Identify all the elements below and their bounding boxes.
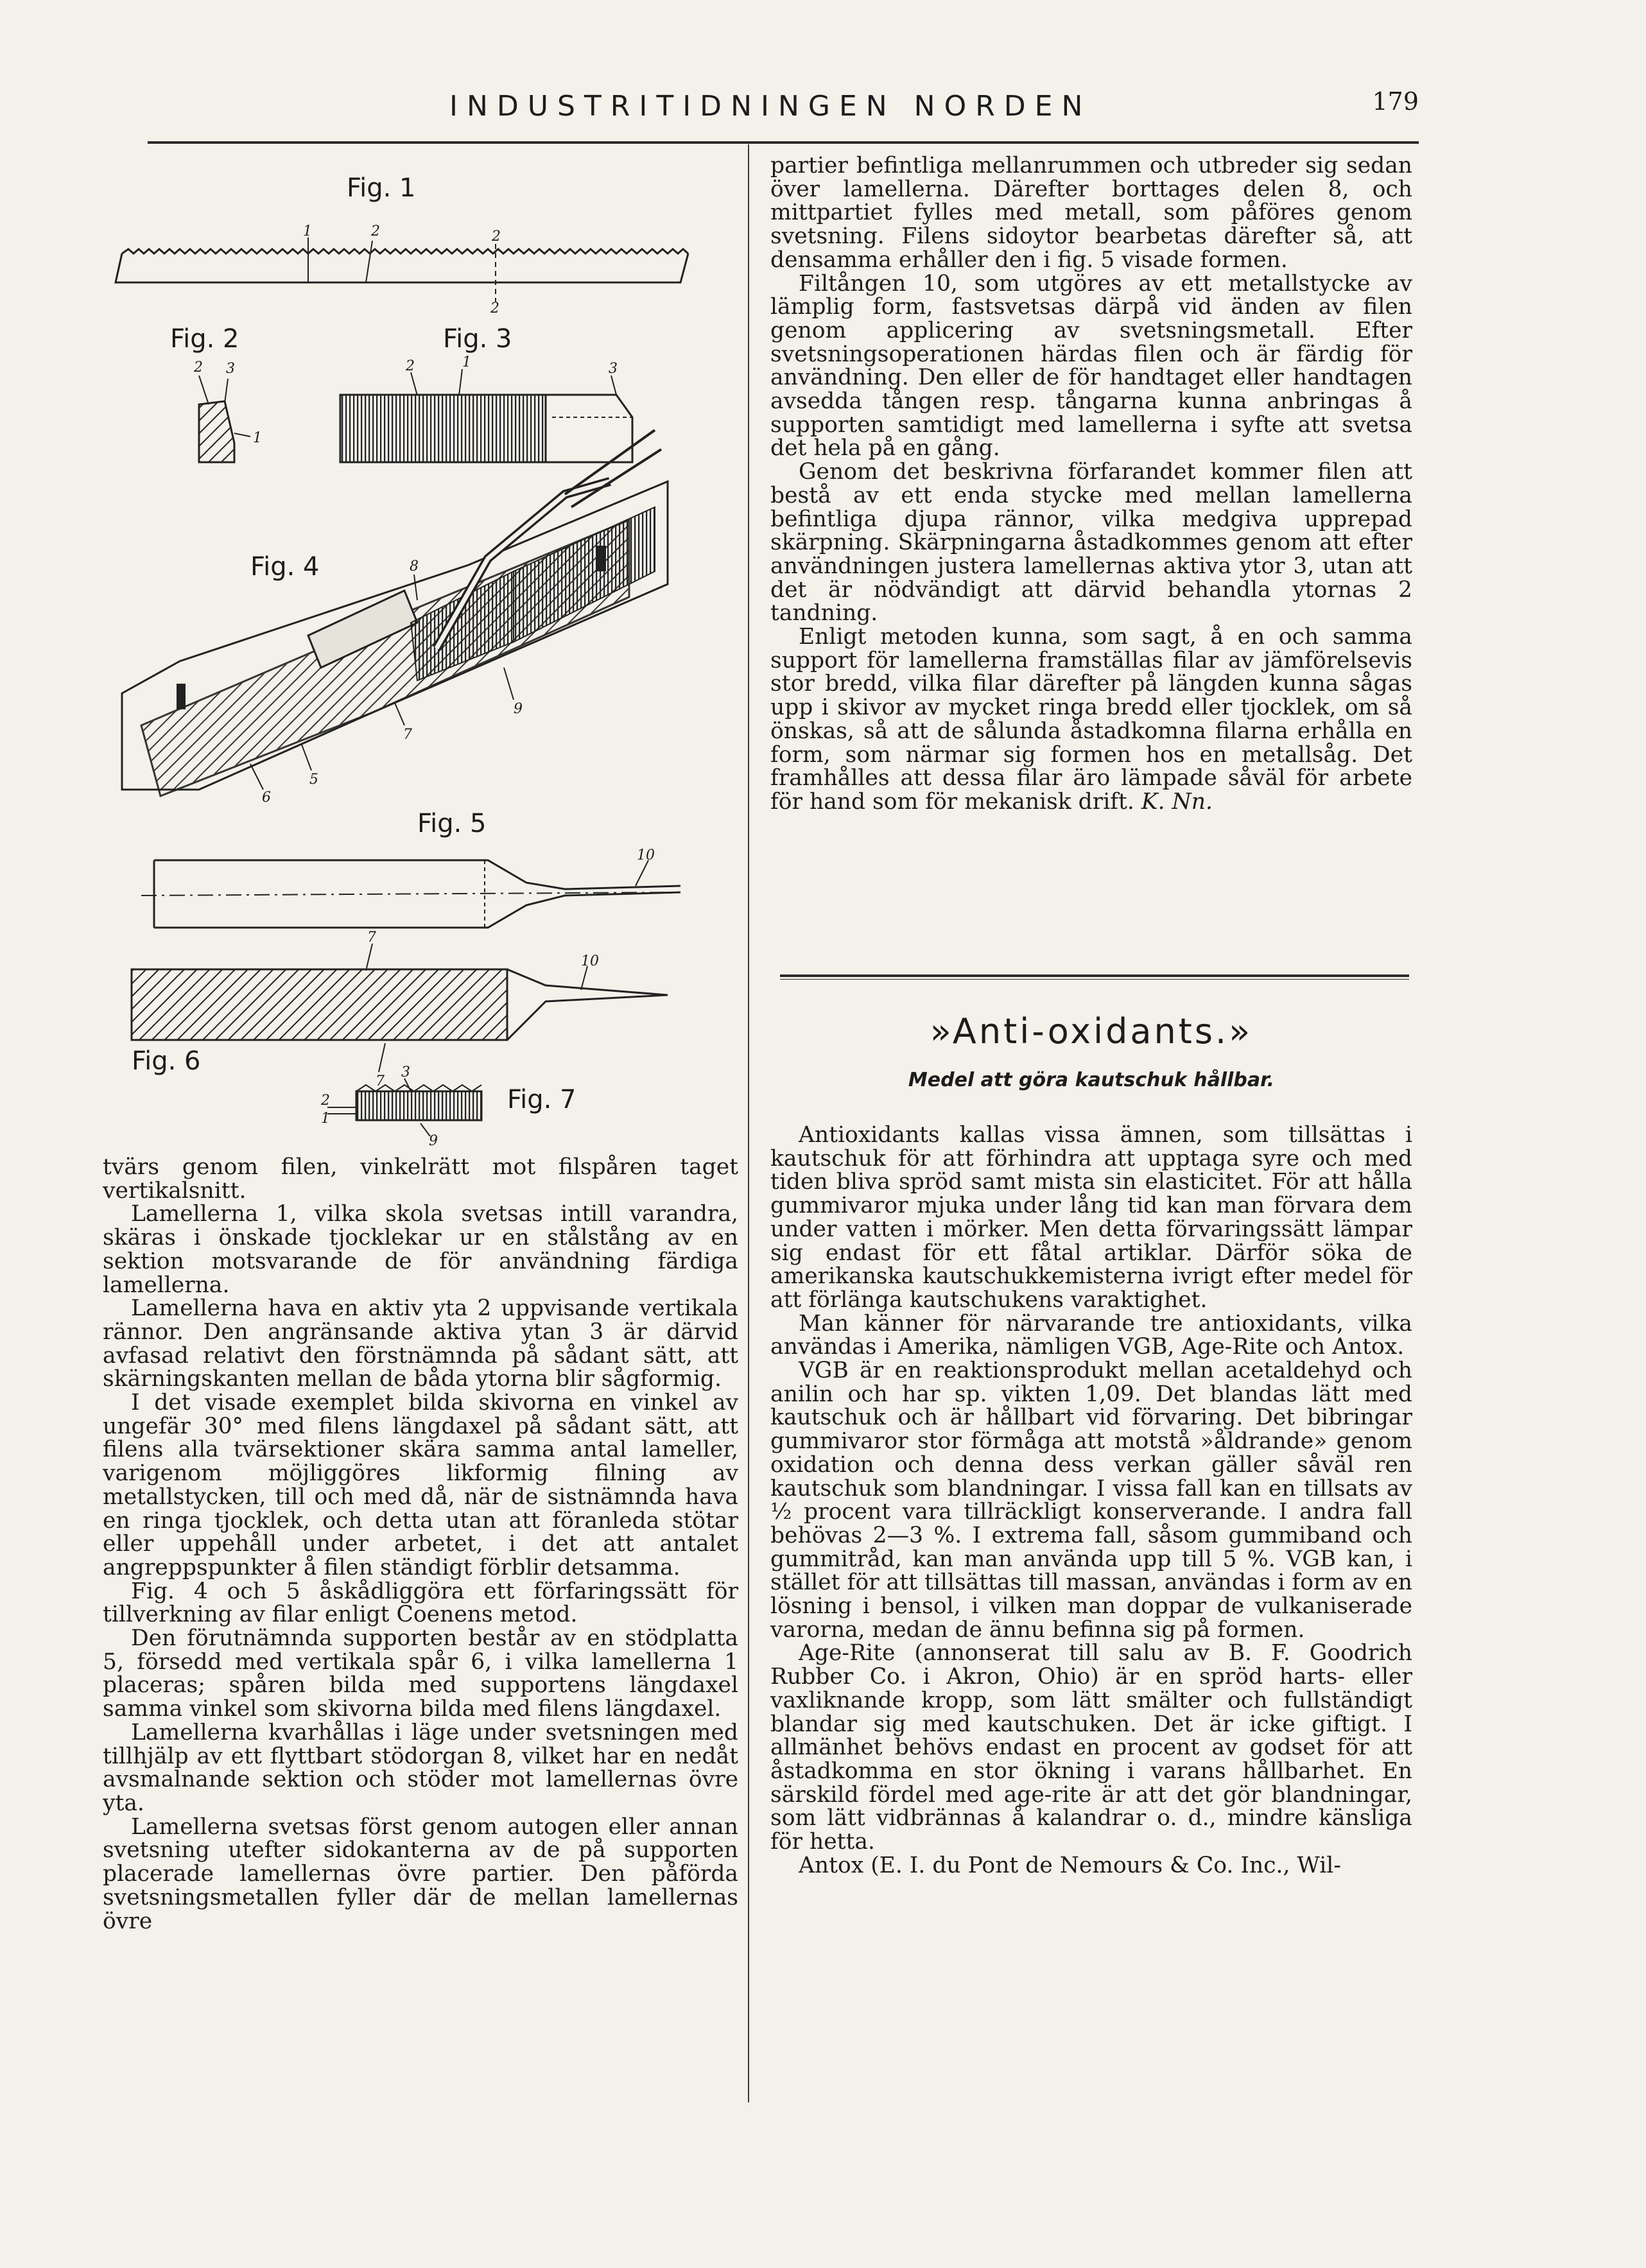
fig4-drawing xyxy=(122,430,668,796)
fig-ref: 1 xyxy=(303,223,312,239)
fig-ref: 6 xyxy=(262,790,271,806)
fig3-label: Fig. 3 xyxy=(443,324,512,354)
author-signature: K. Nn. xyxy=(1141,788,1213,815)
paragraph: Age-Rite (annonserat till salu av B. F. Goodrich Rubber Co. i Akron, Ohio) är en spröd harts- eller vaxliknande kropp, som lätt smälter och fullständigt blandar sig med kautschuken. Det är icke giftigt. I allmänhet behövs endast en procent av godset för att åstadkomma en stor ökning i varans hållbarhet. En särskild fördel med age-rite är att det gör blandningar, som lätt vidbrännas å kalandrar o. d., mindre känsliga för hetta. xyxy=(770,1640,1412,1855)
paragraph: Antioxidants kallas vissa ämnen, som tillsättas i kautschuk för att förhindra att upptaga syre och med tiden bliva spröd samt mista sin elasticitet. För att hålla gummivaror mjuka under lång tid kan man förvara dem under vatten i mörker. Men detta förvaringssätt lämpar sig endast för ett fåtal artiklar. Därför söka de amerikanska kautschukkemisterna ivrigt efter medel för att förlänga kautschukens varaktighet. xyxy=(770,1122,1412,1313)
fig7-drawing xyxy=(327,1078,481,1136)
fig-ref: 2 xyxy=(321,1093,330,1109)
fig-ref: 8 xyxy=(410,558,419,575)
page-header xyxy=(148,83,1419,144)
fig-ref: 2 xyxy=(492,229,501,245)
paragraph: Lamellerna kvarhållas i läge under svetsningen med tillhjälp av ett flyttbart stödorgan 8, vilket har en nedåt avsmalnande sektion och stöder mot lamellernas övre yta. xyxy=(103,1719,738,1816)
fig-ref: 2 xyxy=(371,223,380,239)
fig-ref: 1 xyxy=(253,430,262,446)
fig-ref: 3 xyxy=(226,361,235,377)
right-column-top-text xyxy=(770,154,1412,814)
paragraph: Man känner för närvarande tre antioxidants, vilka användas i Amerika, nämligen VGB, Age-Rite och Antox. xyxy=(770,1310,1412,1360)
fig-ref: 5 xyxy=(309,772,318,788)
left-column-text xyxy=(103,1156,738,1933)
fig5-label: Fig. 5 xyxy=(417,809,487,838)
paragraph: Genom det beskrivna förfarandet kommer filen att bestå av ett enda stycke med mellan lamellerna befintliga djupa rännor, vilka medgiva upprepad skärpning. Skärpningarna åstadkommes genom att efter användningen justera lamellernas aktiva ytor 3, utan att det är nödvändigt att därvid behandla ytornas 2 tandning. xyxy=(770,459,1412,627)
fig-ref: 1 xyxy=(321,1111,330,1127)
fig-ref: 2 xyxy=(406,358,415,374)
figure-area xyxy=(103,148,738,1149)
fig-ref: 3 xyxy=(609,361,618,377)
article-subtitle: Medel att göra kautschuk hållbar. xyxy=(908,1069,1275,1091)
fig5-drawing xyxy=(141,860,680,928)
fig-ref: 10 xyxy=(581,953,599,969)
fig4-label: Fig. 4 xyxy=(250,552,320,582)
paragraph: Lamellerna 1, vilka skola svetsas intill varandra, skäras i önskade tjocklekar ur en stålstång av en sektion motsvarande de för användning färdiga lamellerna. xyxy=(103,1201,738,1298)
fig-ref: 1 xyxy=(462,354,471,370)
paragraph: Antox (E. I. du Pont de Nemours & Co. Inc., Wil- xyxy=(799,1852,1341,1878)
fig7-label: Fig. 7 xyxy=(507,1085,576,1114)
fig3-drawing xyxy=(340,369,632,462)
paragraph: partier befintliga mellanrummen och utbreder sig sedan över lamellerna. Därefter borttages delen 8, och mittpartiet fylles med metall, som påföres genom svetsning. Filens sidoytor bearbetas därefter så, att densamma erhåller den i fig. 5 visade formen. xyxy=(770,153,1412,273)
fig2-label: Fig. 2 xyxy=(170,324,239,354)
fig-ref: 2 xyxy=(194,359,203,376)
paragraph: Lamellerna svetsas först genom autogen eller annan svetsning utefter sidokanterna av de på supporten placerade lamellernas övre partier. Den påförda svetsningsmetallen fyller där de mellan lamellernas övre xyxy=(103,1814,738,1934)
page-number: 179 xyxy=(1372,87,1419,116)
paragraph: tvärs genom filen, vinkelrätt mot filspåren taget vertikalsnitt. xyxy=(103,1154,738,1204)
fig-ref: 9 xyxy=(429,1133,438,1149)
fig-ref: 9 xyxy=(514,701,523,717)
fig6-label: Fig. 6 xyxy=(132,1046,201,1076)
paragraph: I det visade exemplet bilda skivorna en vinkel av ungefär 30° med filens längdaxel på sådant sätt, att filens alla tvärsektioner skära samma antal lameller, varigenom möjliggöres likformig filning av metallstycken, till och med då, när de sistnämnda hava en ringa tjocklek, och detta utan att föranleda stötar eller uppehåll under arbetet, i det att antalet angreppspunkter å filen ständigt förblir detsamma. xyxy=(103,1390,738,1580)
fig2-drawing xyxy=(199,376,250,462)
fig-ref: 7 xyxy=(403,727,412,743)
column-divider xyxy=(748,144,749,2102)
technical-drawings xyxy=(103,148,738,1149)
fig-ref: 3 xyxy=(401,1064,410,1080)
fig1-label: Fig. 1 xyxy=(347,173,416,203)
paragraph: Lamellerna hava en aktiv yta 2 uppvisande vertikala rännor. Den angränsande aktiva ytan 3 är därvid avfasad relativt den förstnämnda på sådant sätt, att skärningskanten mellan de båda ytorna blir sågformig. xyxy=(103,1295,738,1392)
fig-ref: 7 xyxy=(367,930,376,946)
journal-title: INDUSTRITIDNINGEN NORDEN xyxy=(449,90,1092,123)
fig1-drawing xyxy=(116,238,688,302)
fig-ref: 10 xyxy=(637,847,655,863)
fig-ref: 7 xyxy=(376,1073,385,1089)
paragraph: Fig. 4 och 5 åskådliggöra ett förfaringssätt för tillverkning av filar enligt Coenens metod. xyxy=(103,1578,738,1628)
paragraph: Den förutnämnda supporten består av en stödplatta 5, försedd med vertikala spår 6, i vilka lamellerna 1 placeras; spåren bilda med supportens längdaxel samma vinkel som skivorna bilda med filens längdaxel. xyxy=(103,1625,738,1722)
fig-ref: 2 xyxy=(490,300,499,316)
paragraph: Enligt metoden kunna, som sagt, å en och samma support för lamellerna framställas filar av jämförelsevis stor bredd, vilka filar därefter på längden kunna sågas upp i skivor av mycket ringa bredd eller tjocklek, om så önskas, så att de sålunda åstadkomna filarna erhålla en form, som närmar sig formen hos en metallsåg. Det framhålles att dessa filar äro lämpade såväl för arbete för hand som för mekanisk drift. xyxy=(770,624,1412,815)
article-title: »Anti-oxidants.» xyxy=(930,1011,1253,1052)
paragraph: VGB är en reaktionsprodukt mellan acetaldehyd och anilin och har sp. vikten 1,09. Det blandas lätt med kautschuk och är hållbart vid förvaring. Det bibringar gummivaror stor förmåga att motstå »åldrande» genom oxidation och denna dess verkan gäller såväl ren kautschuk som blandningar. I vissa fall kan en tillsats av ½ procent vara tillräckligt konserverande. I andra fall behövas 2—3 %. I extrema fall, såsom gummiband och gummitråd, kan man använda upp till 5 %. VGB kan, i stället för att tillsättas till massan, användas i form av en lösning i bensol, i vilken man doppar de vulkaniserade varorna, medan de ännu befinna sig på formen. xyxy=(770,1358,1412,1643)
article-separator xyxy=(780,974,1409,980)
right-column-article-text xyxy=(770,1123,1412,1878)
paragraph: Filtången 10, som utgöres av ett metallstycke av lämplig form, fastsvetsas därpå vid änden av filen genom applicering av svetsningsmetall. Efter svetsningsoperationen härdas filen och är färdig för användning. Den eller de för handtaget eller handtagen avsedda tången resp. tångarna kunna anbringas å supporten samtidigt med lamellerna i syfte att svetsa det hela på en gång. xyxy=(770,270,1412,462)
